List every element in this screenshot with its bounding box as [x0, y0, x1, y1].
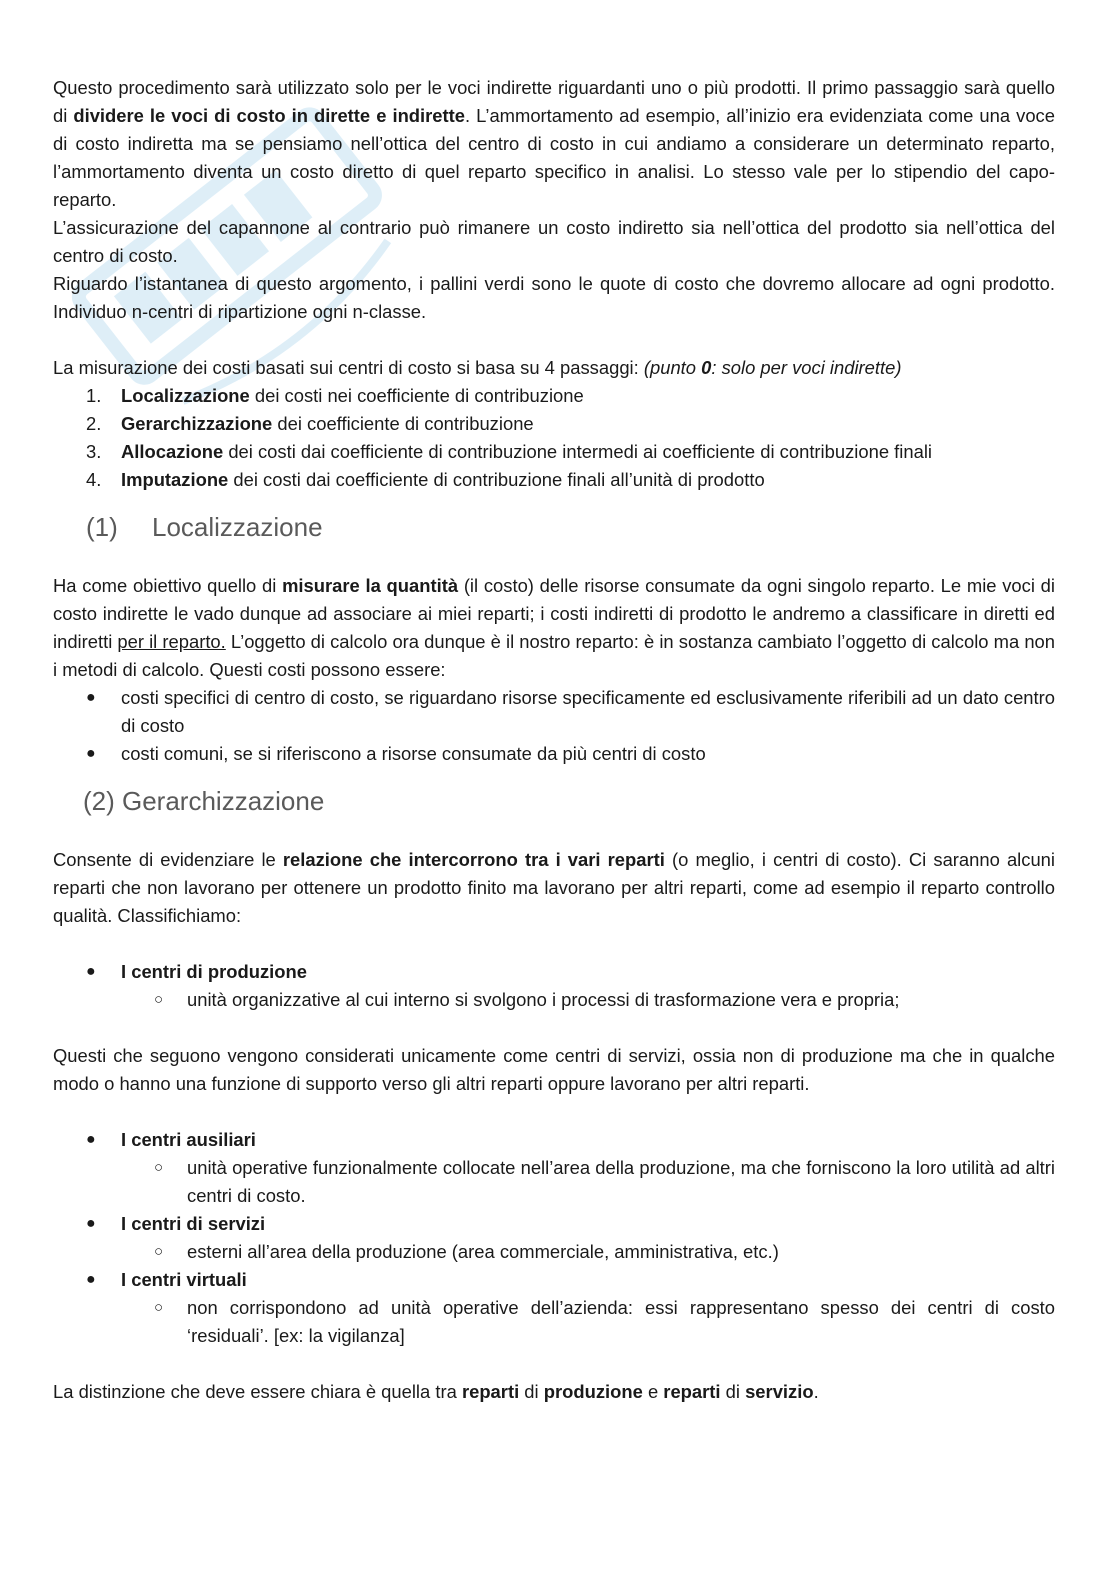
bullet-icon: ● — [86, 1131, 96, 1148]
list-item: ● I centri di produzione ○ unità organizzative al cui interno si svolgono i processi di trasformazione vera e propria; — [53, 958, 1055, 1014]
circle-bullet-icon: ○ — [154, 1299, 164, 1316]
bullet-icon: ● — [86, 745, 96, 762]
list-item: ● I centri di servizi ○ esterni all’area della produzione (area commerciale, amministrativa, etc.) — [53, 1210, 1055, 1266]
services-intro-paragraph: Questi che seguono vengono considerati unicamente come centri di servizi, ossia non di produzione ma che in qualche modo o hanno una funzione di supporto verso gli altri reparti oppure lavorano per altri reparti. — [53, 1045, 1055, 1094]
bullet-icon: ● — [86, 1271, 96, 1288]
bullet-icon: ● — [86, 1215, 96, 1232]
circle-bullet-icon: ○ — [154, 1159, 164, 1176]
step-item: 1. Localizzazione dei costi nei coefficiente di contribuzione — [86, 385, 584, 406]
circle-bullet-icon: ○ — [154, 991, 164, 1008]
list-item: ● I centri virtuali ○ non corrispondono ad unità operative dell’azienda: essi rappresentano spesso dei centri di costo ‘residuali’. [ex: la vigilanza] — [53, 1266, 1055, 1350]
list-item: ● I centri ausiliari ○ unità operative funzionalmente collocate nell’area della produzione, ma che forniscono la loro utilità ad altri centri di costo. — [53, 1126, 1055, 1210]
sub-list-item: ○ non corrispondono ad unità operative dell’azienda: essi rappresentano spesso dei centri di costo ‘residuali’. [ex: la vigilanza] — [121, 1294, 1055, 1350]
sub-list-item: ○ esterni all’area della produzione (area commerciale, amministrativa, etc.) — [121, 1238, 1055, 1266]
intro-paragraph-2: L’assicurazione del capannone al contrario può rimanere un costo indiretto sia nell’ottica del prodotto sia nell’ottica del centro di costo. — [53, 217, 1055, 266]
document-page — [53, 74, 1055, 1406]
section-1-heading: (1) Localizzazione — [86, 512, 323, 542]
list-item: ● costi specifici di centro di costo, se riguardano risorse specificamente ed esclusivamente riferibili ad un dato centro di costo — [53, 684, 1055, 740]
final-paragraph: La distinzione che deve essere chiara è quella tra reparti di produzione e reparti di servizio. — [53, 1381, 819, 1402]
list-item: ● costi comuni, se si riferiscono a risorse consumate da più centri di costo — [53, 740, 1055, 768]
bullet-icon: ● — [86, 689, 96, 706]
intro-paragraph-3: Riguardo l’istantanea di questo argomento, i pallini verdi sono le quote di costo che dovremo allocare ad ogni prodotto. Individuo n-centri di ripartizione ogni n-classe. — [53, 273, 1055, 322]
bullet-icon: ● — [86, 963, 96, 980]
sub-list-item: ○ unità operative funzionalmente collocate nell’area della produzione, ma che forniscono la loro utilità ad altri centri di costo. — [121, 1154, 1055, 1210]
section-1-paragraph: Ha come obiettivo quello di misurare la quantità (il costo) delle risorse consumate da ogni singolo reparto. Le mie voci di costo indirette le vado dunque ad associare ai miei reparti; i costi indiretti di prodotto le andremo a classificare in diretti ed indiretti per il reparto. L’oggetto di calcolo ora dunque è il nostro reparto: è in sostanza cambiato l’oggetto di calcolo ma non i metodi di calcolo. Questi costi possono essere: — [53, 575, 1055, 680]
service-centers-list — [53, 1126, 1055, 1350]
steps-list — [53, 382, 1055, 494]
cost-types-list — [53, 684, 1055, 768]
step-item: 3. Allocazione dei costi dai coefficiente di contribuzione intermedi ai coefficiente di contribuzione finali — [86, 441, 932, 462]
section-2-paragraph: Consente di evidenziare le relazione che intercorrono tra i vari reparti (o meglio, i centri di costo). Ci saranno alcuni reparti che non lavorano per ottenere un prodotto finito ma lavorano per altri reparti, come ad esempio il reparto controllo qualità. Classifichiamo: — [53, 849, 1055, 926]
step-item: 2. Gerarchizzazione dei coefficiente di contribuzione — [86, 413, 534, 434]
circle-bullet-icon: ○ — [154, 1243, 164, 1260]
production-centers-list — [53, 958, 1055, 1014]
step-item: 4. Imputazione dei costi dai coefficiente di contribuzione finali all’unità di prodotto — [86, 469, 765, 490]
intro-paragraph-1: Questo procedimento sarà utilizzato solo per le voci indirette riguardanti uno o più prodotti. Il primo passaggio sarà quello di dividere le voci di costo in dirette e indirette. L’ammortamento ad esempio, all’inizio era evidenziata come una voce di costo indiretta ma se pensiamo nell’ottica del centro di costo in cui andiamo a considerare un determinato reparto, l’ammortamento diventa un costo diretto di quel reparto specifico in analisi. Lo stesso vale per lo stipendio del capo-reparto. — [53, 77, 1055, 210]
section-2-heading: (2) Gerarchizzazione — [83, 786, 325, 816]
sub-list-item: ○ unità organizzative al cui interno si svolgono i processi di trasformazione vera e propria; — [121, 986, 1055, 1014]
measure-lead: La misurazione dei costi basati sui centri di costo si basa su 4 passaggi: (punto 0: solo per voci indirette) — [53, 357, 902, 378]
